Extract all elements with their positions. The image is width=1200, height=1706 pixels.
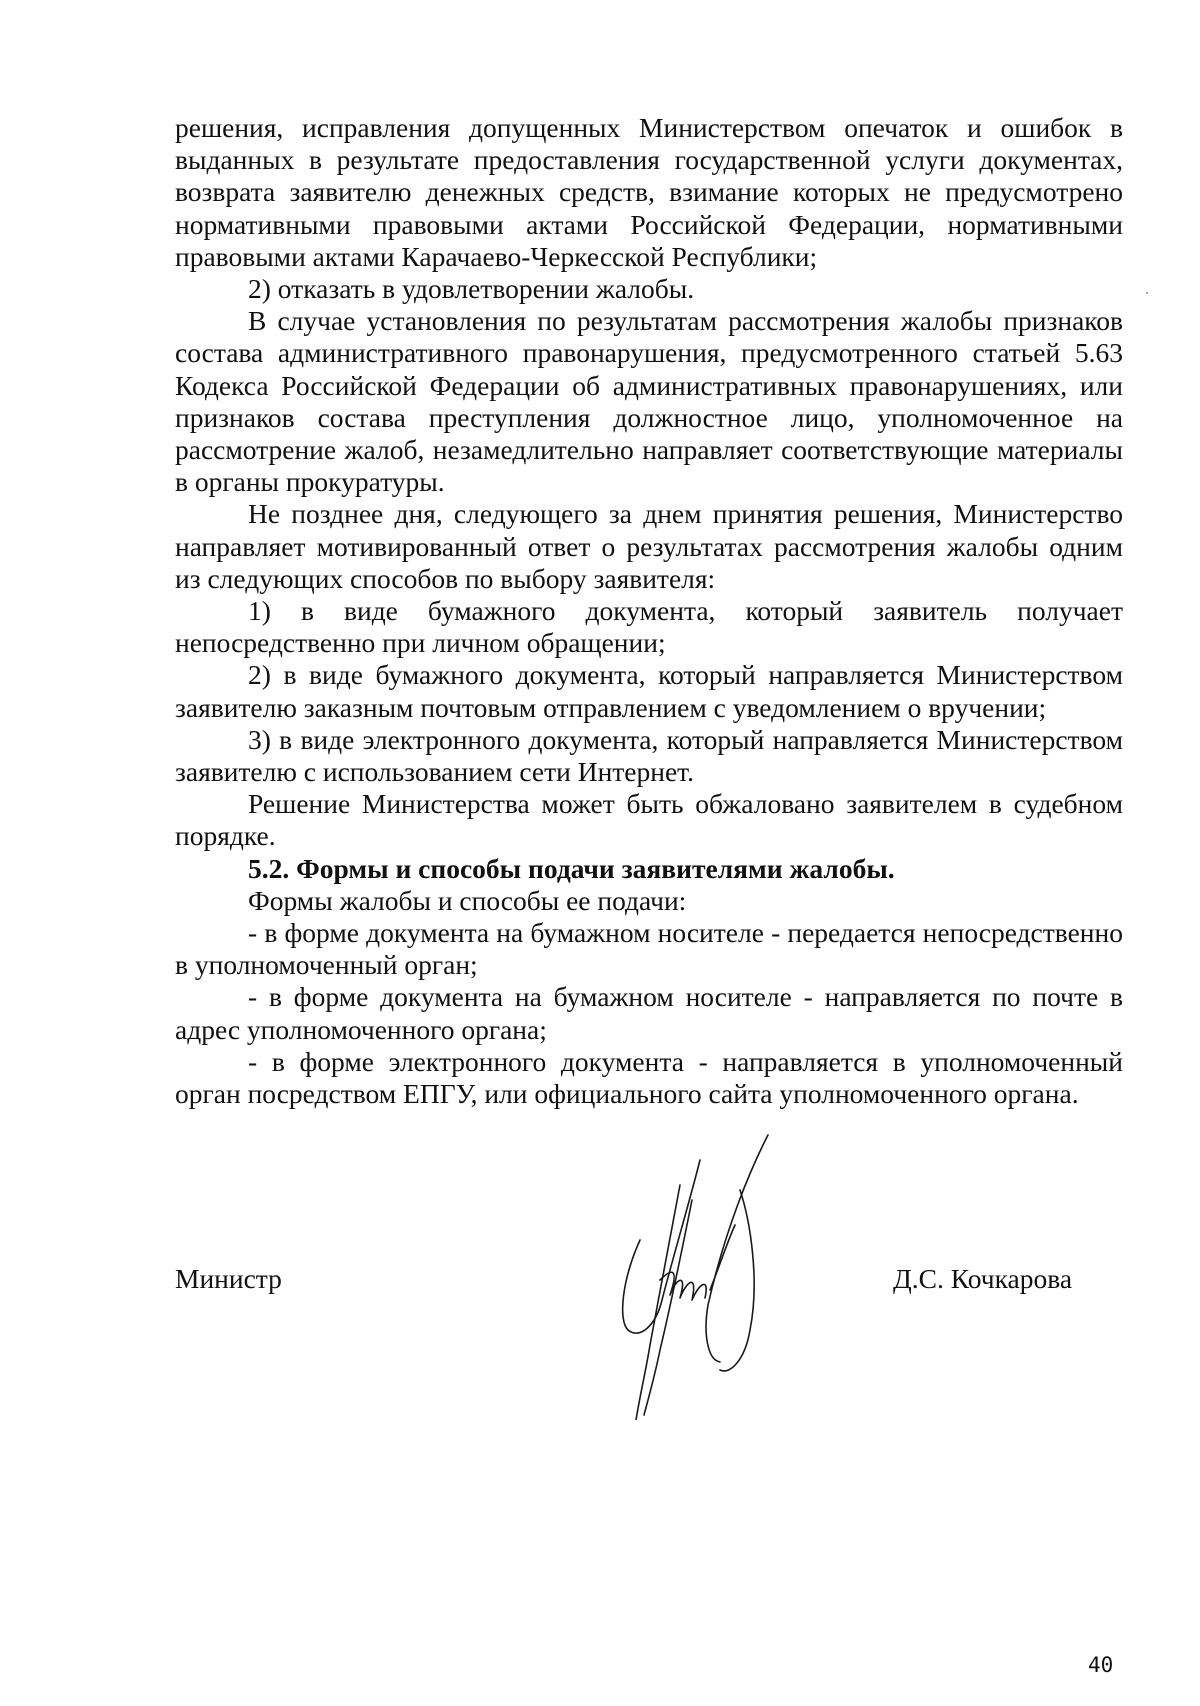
list-item-form-1: - в форме документа на бумажном носителе - передается непосредственно в уполномоченный орган; xyxy=(175,917,1123,981)
paragraph-3: В случае установления по результатам рассмотрения жалобы признаков состава административного правонарушения, предусмотренного статьей 5.63 Кодекса Российской Федерации об административных правонарушениях, или признаков состава преступления должностное лицо, уполномоченное на рассмотрение жалоб, незамедлительно направляет соответствующие материалы в органы прокуратуры. xyxy=(175,305,1123,498)
list-item-response-1: 1) в виде бумажного документа, который заявитель получает непосредственно при личном обращении; xyxy=(175,595,1123,659)
document-body xyxy=(175,112,1123,1110)
scan-speck xyxy=(1146,292,1148,294)
list-item-response-2: 2) в виде бумажного документа, который направляется Министерством заявителю заказным почтовым отправлением с уведомлением о вручении; xyxy=(175,659,1123,723)
list-item-form-2: - в форме документа на бумажном носителе - направляется по почте в адрес уполномоченного органа; xyxy=(175,981,1123,1045)
signature-block xyxy=(0,1130,1200,1430)
paragraph-forms: Формы жалобы и способы ее подачи: xyxy=(248,884,687,916)
signatory-name: Д.С. Кочкарова xyxy=(893,1263,1073,1294)
handwritten-signature xyxy=(600,1130,800,1420)
list-item-response-3: 3) в виде электронного документа, который направляется Министерством заявителю с использованием сети Интернет. xyxy=(175,723,1123,788)
paragraph-appeal: Решение Министерства может быть обжаловано заявителем в судебном порядке. xyxy=(175,788,1123,852)
list-item-form-3: - в форме электронного документа - направляется в уполномоченный орган посредством ЕПГУ, или официального сайта уполномоченного органа. xyxy=(175,1045,1123,1110)
section-heading: 5.2. Формы и способы подачи заявителями жалобы. xyxy=(248,852,895,884)
page-number: 40 xyxy=(1088,1653,1114,1677)
signatory-role: Министр xyxy=(175,1263,282,1294)
paragraph-1: решения, исправления допущенных Министерством опечаток и ошибок в выданных в результате предоставления государственной услуги документах, возврата заявителю денежных средств, взимание которых не предусмотрено нормативными правовыми актами Российской Федерации, нормативными правовыми актами Карачаево-Черкесской Республики; xyxy=(175,112,1123,272)
paragraph-4: Не позднее дня, следующего за днем принятия решения, Министерство направляет мотивированный ответ о результатах рассмотрения жалобы одним из следующих способов по выбору заявителя: xyxy=(175,498,1123,594)
paragraph-2: 2) отказать в удовлетворении жалобы. xyxy=(248,273,695,305)
